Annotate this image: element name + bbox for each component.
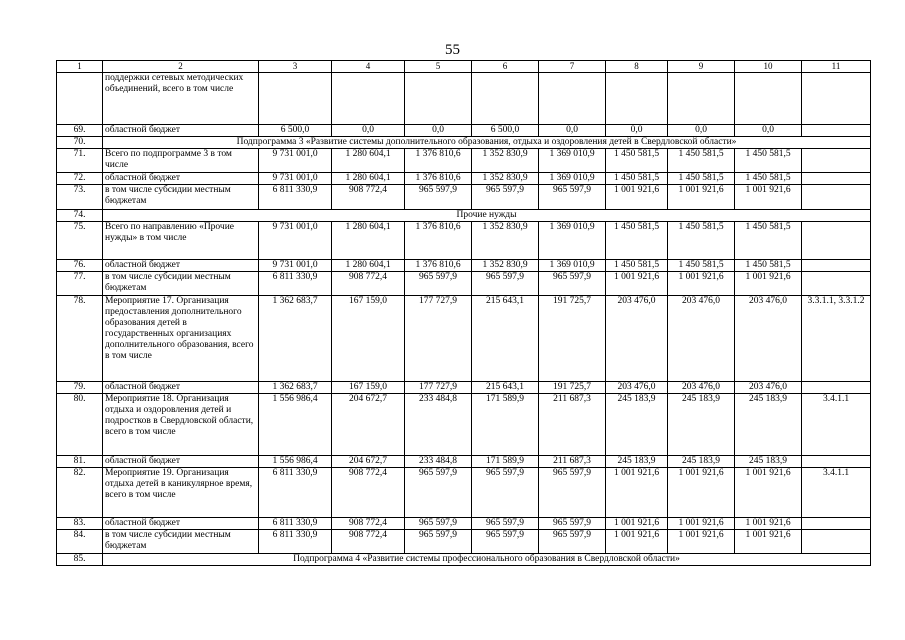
table-row: [57, 394, 871, 456]
target-code-cell: 3.4.1.1: [802, 394, 871, 456]
amount-cell: 233 484,8: [405, 394, 472, 456]
amount-cell: 1 001 921,6: [668, 518, 735, 530]
amount-cell: 1 376 810,6: [405, 222, 472, 260]
amount-cell: 203 476,0: [606, 296, 668, 382]
amount-cell: [735, 73, 802, 125]
row-label: областной бюджет: [103, 173, 259, 185]
row-number: 84.: [57, 530, 103, 554]
row-label: Мероприятие 19. Организация отдыха детей в каникулярное время, всего в том числе: [103, 468, 259, 518]
amount-cell: 1 556 986,4: [259, 394, 332, 456]
amount-cell: 6 811 330,9: [259, 185, 332, 210]
table-body: [57, 61, 871, 566]
amount-cell: 0,0: [606, 125, 668, 137]
column-number: 11: [802, 61, 871, 73]
amount-cell: 1 352 830,9: [472, 149, 539, 173]
amount-cell: 9 731 001,0: [259, 173, 332, 185]
amount-cell: 1 450 581,5: [735, 173, 802, 185]
column-number: 5: [405, 61, 472, 73]
amount-cell: 0,0: [668, 125, 735, 137]
amount-cell: 965 597,9: [539, 272, 606, 296]
amount-cell: [332, 73, 405, 125]
section-row: [57, 210, 871, 222]
row-label: областной бюджет: [103, 518, 259, 530]
row-number: 69.: [57, 125, 103, 137]
amount-cell: 203 476,0: [668, 296, 735, 382]
amount-cell: 245 183,9: [668, 456, 735, 468]
section-row: [57, 137, 871, 149]
row-label: Мероприятие 17. Организация предоставления дополнительного образования детей в государственных организациях дополнительного образования, всего в том числе: [103, 296, 259, 382]
column-number-row: [57, 61, 871, 73]
amount-cell: 191 725,7: [539, 382, 606, 394]
amount-cell: 1 001 921,6: [668, 185, 735, 210]
amount-cell: 1 001 921,6: [735, 185, 802, 210]
row-label: поддержки сетевых методических объединений, всего в том числе: [103, 73, 259, 125]
amount-cell: [259, 73, 332, 125]
amount-cell: 6 811 330,9: [259, 518, 332, 530]
amount-cell: 6 811 330,9: [259, 272, 332, 296]
amount-cell: 245 183,9: [668, 394, 735, 456]
row-number: 78.: [57, 296, 103, 382]
row-number: 75.: [57, 222, 103, 260]
amount-cell: 1 280 604,1: [332, 173, 405, 185]
amount-cell: 233 484,8: [405, 456, 472, 468]
amount-cell: 908 772,4: [332, 468, 405, 518]
amount-cell: 1 352 830,9: [472, 260, 539, 272]
amount-cell: 9 731 001,0: [259, 260, 332, 272]
column-number: 2: [103, 61, 259, 73]
column-number: 4: [332, 61, 405, 73]
amount-cell: 191 725,7: [539, 296, 606, 382]
amount-cell: 1 369 010,9: [539, 222, 606, 260]
table-row: [57, 222, 871, 260]
amount-cell: 1 369 010,9: [539, 260, 606, 272]
column-number: 10: [735, 61, 802, 73]
amount-cell: 1 280 604,1: [332, 260, 405, 272]
amount-cell: 965 597,9: [539, 518, 606, 530]
target-code-cell: [802, 149, 871, 173]
section-row: [57, 554, 871, 566]
amount-cell: 965 597,9: [405, 530, 472, 554]
amount-cell: 965 597,9: [405, 272, 472, 296]
amount-cell: 203 476,0: [668, 382, 735, 394]
amount-cell: [539, 73, 606, 125]
target-code-cell: 3.4.1.1: [802, 468, 871, 518]
amount-cell: 0,0: [539, 125, 606, 137]
table-row: [57, 296, 871, 382]
amount-cell: 0,0: [735, 125, 802, 137]
row-label: областной бюджет: [103, 456, 259, 468]
amount-cell: 965 597,9: [472, 518, 539, 530]
amount-cell: 211 687,3: [539, 456, 606, 468]
amount-cell: 1 001 921,6: [606, 468, 668, 518]
amount-cell: 1 001 921,6: [668, 530, 735, 554]
row-label: в том числе субсидии местным бюджетам: [103, 185, 259, 210]
column-number: 3: [259, 61, 332, 73]
target-code-cell: [802, 272, 871, 296]
amount-cell: 965 597,9: [405, 468, 472, 518]
amount-cell: 965 597,9: [539, 530, 606, 554]
amount-cell: 1 450 581,5: [735, 222, 802, 260]
amount-cell: 1 001 921,6: [606, 530, 668, 554]
target-code-cell: [802, 382, 871, 394]
amount-cell: 965 597,9: [539, 468, 606, 518]
amount-cell: [668, 73, 735, 125]
target-code-cell: [802, 125, 871, 137]
column-number: 6: [472, 61, 539, 73]
page-number: 55: [445, 42, 460, 58]
row-label: Всего по подпрограмме 3 в том числе: [103, 149, 259, 173]
amount-cell: 1 352 830,9: [472, 222, 539, 260]
amount-cell: 1 450 581,5: [606, 222, 668, 260]
amount-cell: 1 369 010,9: [539, 149, 606, 173]
amount-cell: 1 001 921,6: [735, 518, 802, 530]
column-number: 1: [57, 61, 103, 73]
amount-cell: 1 001 921,6: [606, 272, 668, 296]
target-code-cell: [802, 530, 871, 554]
row-label: в том числе субсидии местным бюджетам: [103, 272, 259, 296]
amount-cell: 204 672,7: [332, 456, 405, 468]
table-row: [57, 185, 871, 210]
row-number: 73.: [57, 185, 103, 210]
column-number: 8: [606, 61, 668, 73]
row-number: 72.: [57, 173, 103, 185]
table-row: [57, 456, 871, 468]
row-number: 70.: [57, 137, 103, 149]
target-code-cell: 3.3.1.1, 3.3.1.2: [802, 296, 871, 382]
row-number: 79.: [57, 382, 103, 394]
amount-cell: [405, 73, 472, 125]
amount-cell: 203 476,0: [606, 382, 668, 394]
target-code-cell: [802, 73, 871, 125]
column-number: 9: [668, 61, 735, 73]
amount-cell: 6 811 330,9: [259, 530, 332, 554]
row-number: 71.: [57, 149, 103, 173]
amount-cell: 1 369 010,9: [539, 173, 606, 185]
amount-cell: 1 280 604,1: [332, 222, 405, 260]
target-code-cell: [802, 173, 871, 185]
row-number: 82.: [57, 468, 103, 518]
row-number: 81.: [57, 456, 103, 468]
column-number: 7: [539, 61, 606, 73]
row-number: 76.: [57, 260, 103, 272]
amount-cell: [606, 73, 668, 125]
amount-cell: 1 450 581,5: [668, 173, 735, 185]
amount-cell: 965 597,9: [539, 185, 606, 210]
amount-cell: 1 556 986,4: [259, 456, 332, 468]
table-row: [57, 382, 871, 394]
row-number: [57, 73, 103, 125]
row-number: 74.: [57, 210, 103, 222]
row-number: 77.: [57, 272, 103, 296]
amount-cell: 908 772,4: [332, 272, 405, 296]
amount-cell: 908 772,4: [332, 518, 405, 530]
amount-cell: 6 500,0: [259, 125, 332, 137]
amount-cell: 1 450 581,5: [668, 149, 735, 173]
row-label: в том числе субсидии местным бюджетам: [103, 530, 259, 554]
amount-cell: 1 450 581,5: [606, 173, 668, 185]
budget-table: [56, 60, 871, 566]
amount-cell: 1 362 683,7: [259, 382, 332, 394]
amount-cell: 1 001 921,6: [606, 518, 668, 530]
row-label: областной бюджет: [103, 382, 259, 394]
row-number: 80.: [57, 394, 103, 456]
amount-cell: 1 376 810,6: [405, 173, 472, 185]
amount-cell: 6 500,0: [472, 125, 539, 137]
section-title: Подпрограмма 3 «Развитие системы дополнительного образования, отдыха и оздоровления детей в Свердловской области»: [103, 137, 871, 149]
target-code-cell: [802, 456, 871, 468]
target-code-cell: [802, 185, 871, 210]
amount-cell: 1 376 810,6: [405, 260, 472, 272]
amount-cell: 245 183,9: [735, 394, 802, 456]
amount-cell: 1 001 921,6: [735, 530, 802, 554]
amount-cell: 1 001 921,6: [668, 468, 735, 518]
amount-cell: 1 280 604,1: [332, 149, 405, 173]
amount-cell: 965 597,9: [472, 185, 539, 210]
table-row: [57, 468, 871, 518]
amount-cell: 0,0: [332, 125, 405, 137]
section-title: Прочие нужды: [103, 210, 871, 222]
target-code-cell: [802, 518, 871, 530]
amount-cell: 167 159,0: [332, 382, 405, 394]
amount-cell: 1 450 581,5: [606, 149, 668, 173]
target-code-cell: [802, 260, 871, 272]
amount-cell: 1 352 830,9: [472, 173, 539, 185]
amount-cell: 215 643,1: [472, 382, 539, 394]
row-number: 83.: [57, 518, 103, 530]
amount-cell: 203 476,0: [735, 296, 802, 382]
amount-cell: 171 589,9: [472, 456, 539, 468]
amount-cell: 203 476,0: [735, 382, 802, 394]
amount-cell: 245 183,9: [735, 456, 802, 468]
amount-cell: 1 450 581,5: [735, 149, 802, 173]
amount-cell: 0,0: [405, 125, 472, 137]
amount-cell: 965 597,9: [472, 468, 539, 518]
amount-cell: 1 376 810,6: [405, 149, 472, 173]
amount-cell: 1 362 683,7: [259, 296, 332, 382]
amount-cell: 965 597,9: [405, 518, 472, 530]
amount-cell: 9 731 001,0: [259, 222, 332, 260]
row-label: областной бюджет: [103, 125, 259, 137]
amount-cell: 965 597,9: [472, 530, 539, 554]
amount-cell: 965 597,9: [405, 185, 472, 210]
table-row: [57, 125, 871, 137]
section-title: Подпрограмма 4 «Развитие системы профессионального образования в Свердловской области»: [103, 554, 871, 566]
amount-cell: 1 001 921,6: [668, 272, 735, 296]
amount-cell: 211 687,3: [539, 394, 606, 456]
table-row: [57, 272, 871, 296]
amount-cell: 177 727,9: [405, 296, 472, 382]
table-row: [57, 149, 871, 173]
amount-cell: 245 183,9: [606, 394, 668, 456]
amount-cell: 1 450 581,5: [735, 260, 802, 272]
amount-cell: 6 811 330,9: [259, 468, 332, 518]
amount-cell: 245 183,9: [606, 456, 668, 468]
amount-cell: [472, 73, 539, 125]
row-label: Мероприятие 18. Организация отдыха и оздоровления детей и подростков в Свердловской области, всего в том числе: [103, 394, 259, 456]
row-number: 85.: [57, 554, 103, 566]
table-row: [57, 260, 871, 272]
amount-cell: 965 597,9: [472, 272, 539, 296]
amount-cell: 204 672,7: [332, 394, 405, 456]
amount-cell: 1 001 921,6: [735, 468, 802, 518]
amount-cell: 1 450 581,5: [668, 260, 735, 272]
table-row: [57, 73, 871, 125]
amount-cell: 1 450 581,5: [606, 260, 668, 272]
amount-cell: 1 001 921,6: [606, 185, 668, 210]
row-label: областной бюджет: [103, 260, 259, 272]
amount-cell: 908 772,4: [332, 530, 405, 554]
amount-cell: 9 731 001,0: [259, 149, 332, 173]
amount-cell: 167 159,0: [332, 296, 405, 382]
amount-cell: 1 001 921,6: [735, 272, 802, 296]
table-row: [57, 173, 871, 185]
target-code-cell: [802, 222, 871, 260]
amount-cell: 215 643,1: [472, 296, 539, 382]
row-label: Всего по направлению «Прочие нужды» в том числе: [103, 222, 259, 260]
amount-cell: 177 727,9: [405, 382, 472, 394]
amount-cell: 908 772,4: [332, 185, 405, 210]
amount-cell: 171 589,9: [472, 394, 539, 456]
amount-cell: 1 450 581,5: [668, 222, 735, 260]
table-row: [57, 518, 871, 530]
table-row: [57, 530, 871, 554]
